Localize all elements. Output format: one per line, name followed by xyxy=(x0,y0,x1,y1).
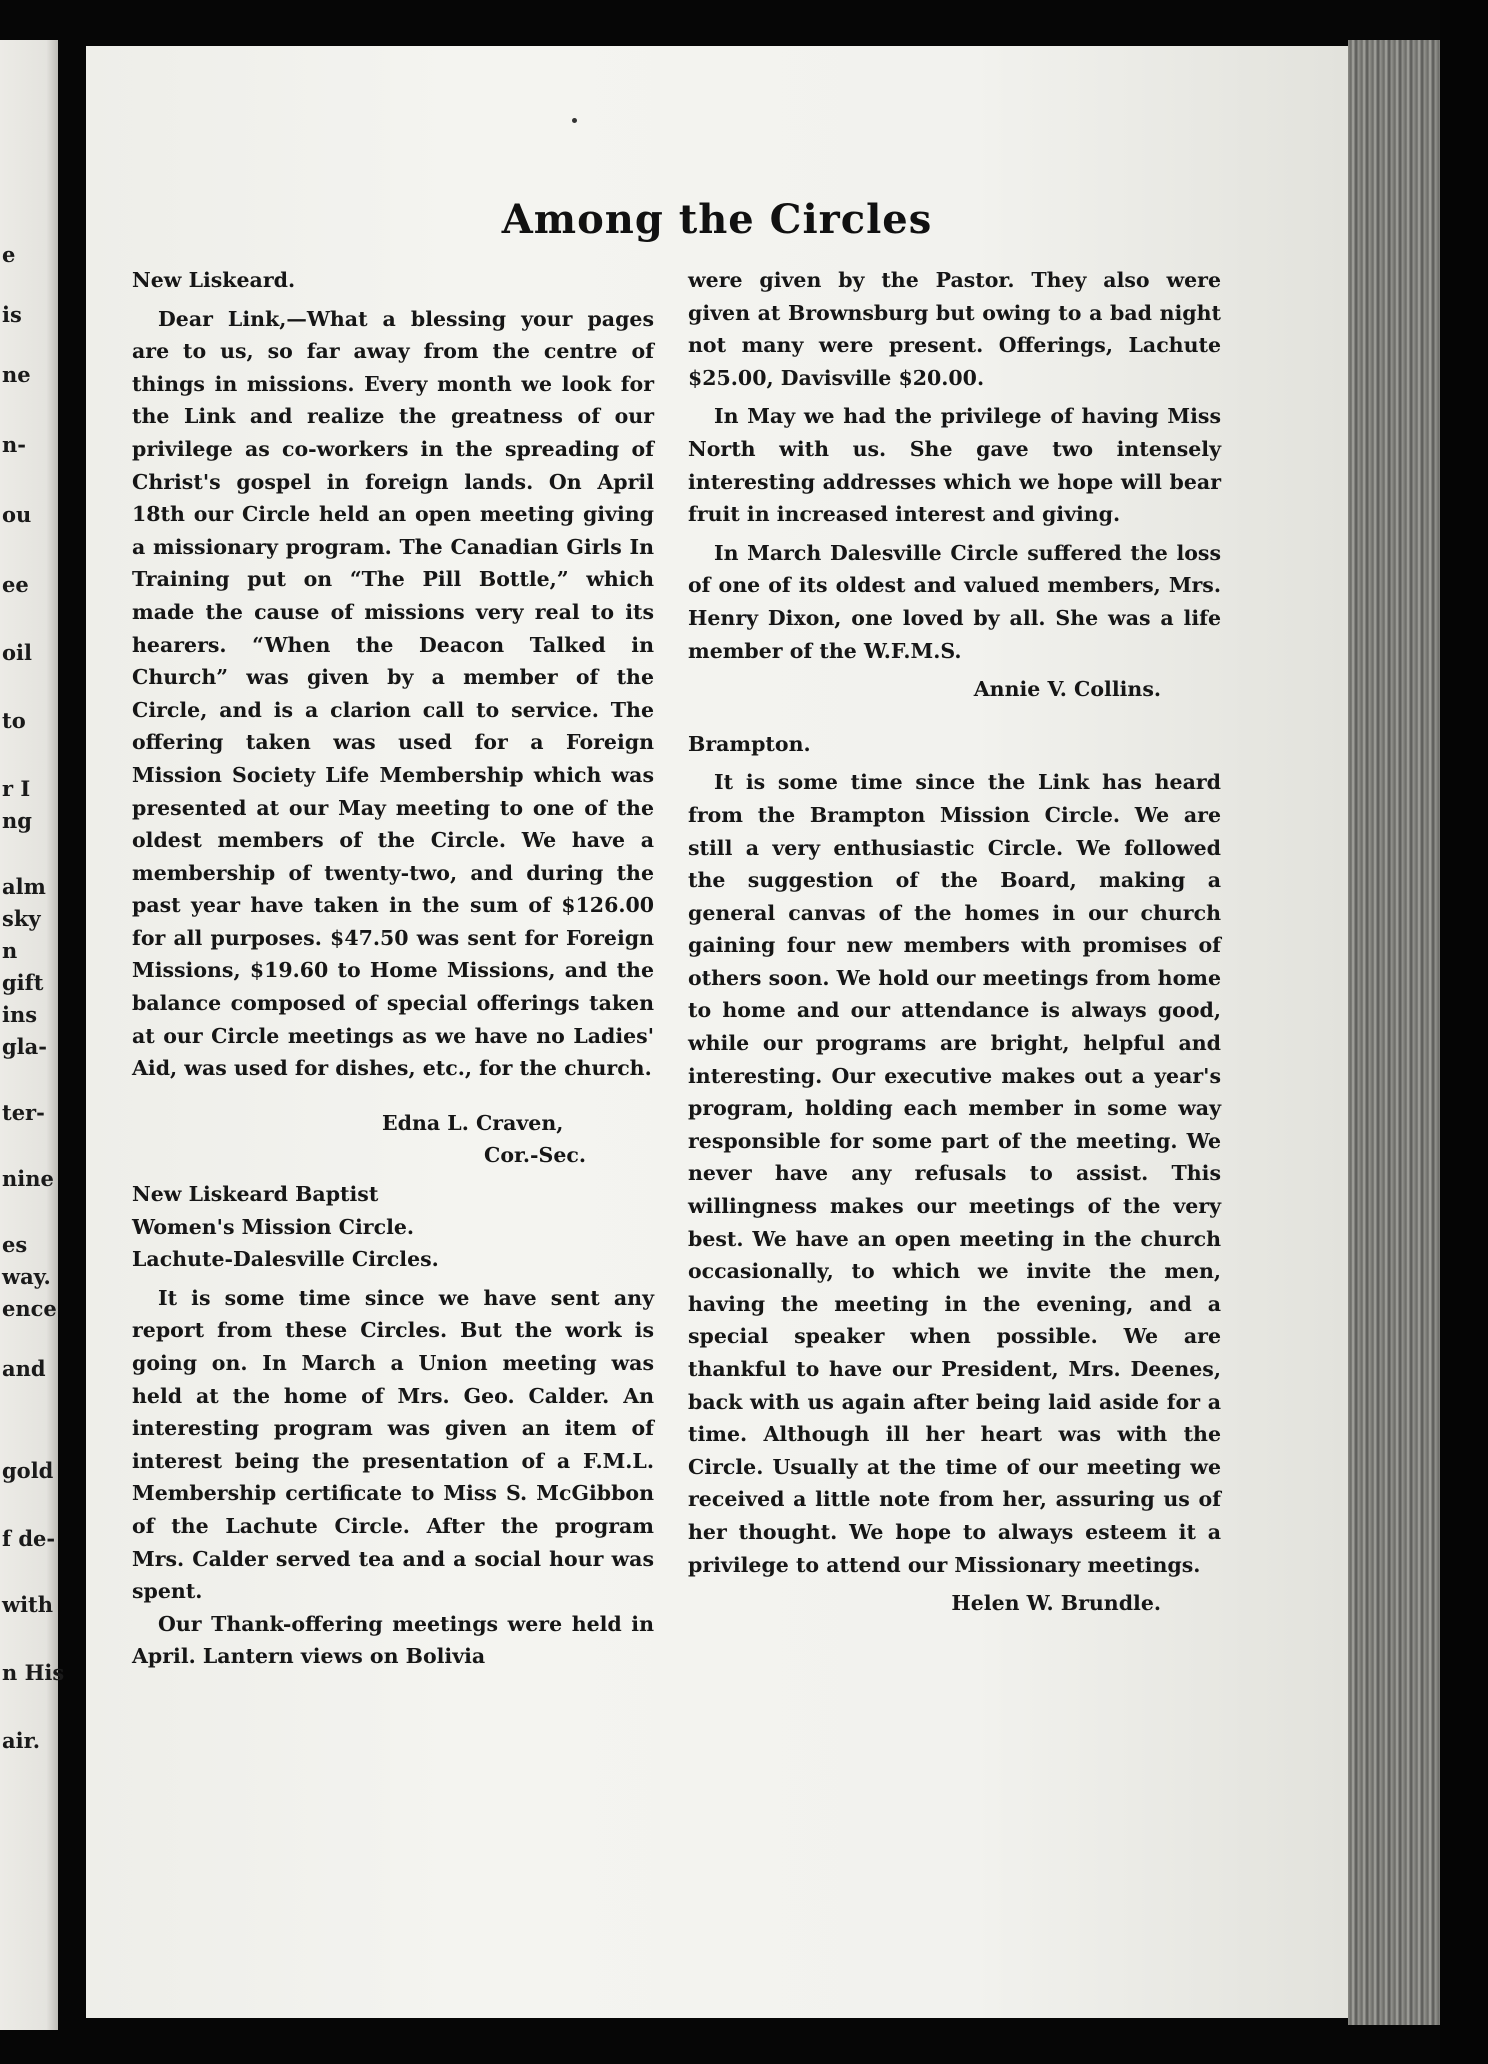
adjacent-fragment: oil xyxy=(2,640,32,665)
signature-annie-collins: Annie V. Collins. xyxy=(973,677,1161,702)
adjacent-fragment: es xyxy=(2,1232,28,1257)
adjacent-fragment: ee xyxy=(2,572,29,597)
adjacent-fragment: gla- xyxy=(2,1034,47,1059)
lachute-body-1: It is some time since we have sent any report from these Circles. But the work is going on. In March a Union meeting was held at the home of Mrs. Geo. Calder. An interesting program was given an item of interest being the presentation of a F.M.L. Membership certificate to Miss S. McGibbon of the Lachute Circle. After the program Mrs. Calder served tea and a social hour was spent. xyxy=(132,1285,654,1604)
adjacent-fragment: air. xyxy=(2,1728,41,1753)
adjacent-fragment: n xyxy=(2,938,18,963)
new-liskeard-body: Dear Link,—What a blessing your pages are to us, so far away from the centre of things in missions. Every month we look for the Link and realize the greatness of our privilege as co-workers in the spreading of Christ's gospel in foreign lands. On April 18th our Circle held an open meeting giving a missionary program. The Canadian Girls In Training put on “The Pill Bottle,” which made the cause of missions very real to its hearers. “When the Deacon Talked in Church” was given by a member of the Circle, and is a clarion call to service. The offering taken was used for a Foreign Mission Society Life Membership which was presented at our May meeting to one of the oldest members of the Circle. We have a membership of twenty-two, and during the past year have taken in the sum of $126.00 for all purposes. $47.50 was sent for Foreign Missions, $19.60 to Home Missions, and the balance composed of special offerings taken at our Circle meetings as we have no Ladies' Aid, was used for dishes, etc., for the church. xyxy=(132,306,654,1081)
adjacent-fragment: ou xyxy=(2,502,32,527)
lachute-continued-body-2: In May we had the privilege of having Miss North with us. She gave two intensely interesting addresses which we hope will bear fruit in increased interest and giving. xyxy=(688,404,1221,527)
adjacent-fragment: with xyxy=(2,1592,54,1617)
adjacent-page-strip xyxy=(0,40,65,2030)
page-title: Among the Circles xyxy=(501,196,933,243)
lachute-body-2: Our Thank-offering meetings were held in April. Lantern views on Bolivia xyxy=(132,1611,654,1669)
signature-helen-brundle: Helen W. Brundle. xyxy=(951,1591,1161,1616)
adjacent-fragment: ter- xyxy=(2,1100,45,1125)
adjacent-fragment: ne xyxy=(2,362,31,387)
lachute-continued-body-1: were given by the Pastor. They also were given at Brownsburg but owing to a bad night not many were present. Offerings, Lachute $25.00, Davisville $20.00. xyxy=(688,268,1221,390)
adjacent-fragment: way. xyxy=(2,1264,51,1289)
adjacent-fragment: alm xyxy=(2,874,46,899)
section-heading-brampton: Brampton. xyxy=(688,731,811,756)
section-heading-lachute: Lachute-Dalesville Circles. xyxy=(132,1247,439,1272)
adjacent-fragment: nine xyxy=(2,1166,54,1191)
brampton-body: It is some time since the Link has heard from the Brampton Mission Circle. We are still a very enthusiastic Circle. We followed the suggestion of the Board, making a general canvas of the homes in our church gaining four new members with promises of others soon. We hold our meetings from home to home and our attendance is always good, while our programs are bright, helpful and interesting. Our executive makes out a year's program, holding each member in some way responsible for some part of the meeting. We never have any refusals to assist. This willingness makes our meetings of the very best. We have an open meeting in the church occasionally, to which we invite the men, having the meeting in the evening, and a special speaker when possible. We are thankful to have our President, Mrs. Deenes, back with us again after being laid aside for a time. Although ill her heart was with the Circle. Usually at the time of our meeting we received a little note from her, assuring us of her thought. We hope to always esteem it a privilege to attend our Missionary meetings. xyxy=(688,770,1221,1577)
adjacent-fragment: n- xyxy=(2,432,26,457)
adjacent-fragment: is xyxy=(2,302,22,327)
adjacent-fragment: ng xyxy=(2,808,32,833)
page-binding-edge xyxy=(1348,40,1440,2025)
lachute-continued-body-3: In March Dalesville Circle suffered the loss of one of its oldest and valued members, Mrs. Henry Dixon, one loved by all. She was a life member of the W.F.M.S. xyxy=(688,540,1221,663)
print-speck xyxy=(572,118,577,123)
adjacent-fragment: gold xyxy=(2,1458,54,1483)
adjacent-fragment: to xyxy=(2,708,26,733)
adjacent-fragment: ence xyxy=(2,1296,57,1321)
adjacent-fragment: n His xyxy=(2,1660,65,1685)
scan-border-right xyxy=(1440,0,1488,2064)
signature-name: Edna L. Craven, xyxy=(382,1110,564,1135)
right-column xyxy=(688,264,1221,1620)
circle-name-line2: Women's Mission Circle. xyxy=(132,1214,415,1239)
circle-name-line1: New Liskeard Baptist xyxy=(132,1182,379,1207)
adjacent-fragment: f de- xyxy=(2,1526,56,1551)
signature-title: Cor.-Sec. xyxy=(484,1143,587,1168)
adjacent-fragment: gift xyxy=(2,970,44,995)
adjacent-fragment: and xyxy=(2,1356,46,1381)
section-heading-new-liskeard: New Liskeard. xyxy=(132,268,296,292)
adjacent-fragment: e xyxy=(2,242,16,267)
adjacent-fragment: ins xyxy=(2,1002,38,1027)
adjacent-fragment: sky xyxy=(2,906,41,931)
adjacent-fragment: r I xyxy=(2,776,31,801)
left-column xyxy=(132,264,654,1673)
